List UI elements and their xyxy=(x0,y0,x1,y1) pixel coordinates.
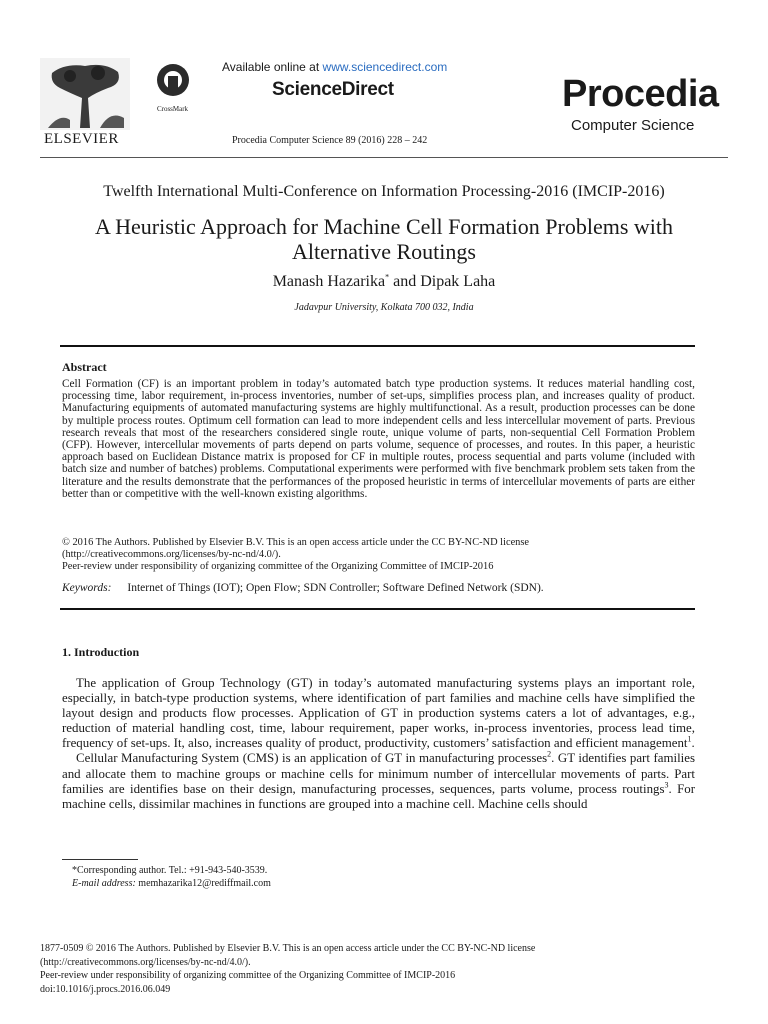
crossmark-label: CrossMark xyxy=(156,105,189,113)
journal-citation: Procedia Computer Science 89 (2016) 228 – 242 xyxy=(232,135,428,146)
abstract-bottom-rule xyxy=(60,608,695,610)
abstract-heading: Abstract xyxy=(62,360,107,374)
section-heading-introduction: 1. Introduction xyxy=(62,645,140,659)
footnote: *Corresponding author. Tel.: +91-943-540-3539. E-mail address: memhazarika12@rediffmail.com xyxy=(72,865,271,889)
keywords: Keywords: Internet of Things (IOT); Open Flow; SDN Controller; Software Defined Network (SDN). xyxy=(62,582,544,594)
page-footer: 1877-0509 © 2016 The Authors. Published by Elsevier B.V. This is an open access article under the CC BY-NC-ND license (http://creativecommons.org/licenses/by-nc-nd/4.0/). Peer-review under responsibility of organizing committee of the Organizing Committee of IMCIP-2016 doi:10.1016/j.procs.2016.06.049 xyxy=(40,942,720,996)
affiliation: Jadavpur University, Kolkata 700 032, India xyxy=(294,302,474,313)
doi[interactable]: doi:10.1016/j.procs.2016.06.049 xyxy=(40,983,171,995)
elsevier-wordmark: ELSEVIER xyxy=(44,131,119,147)
available-online: Available online at www.sciencedirect.com xyxy=(222,60,448,74)
footnote-rule xyxy=(62,859,138,860)
footer-license-link[interactable]: (http://creativecommons.org/licenses/by-nc-nd/4.0/). xyxy=(40,956,251,968)
intro-paragraph-2: Cellular Manufacturing System (CMS) is an application of GT in manufacturing processes$^2$. GT identifies part families and allocate them to machine groups or machine cells for minimum number of intercellular movements of parts. Part families are identifies base on their design, manufacturing processes, sequences, parts volume, process routings$^3$. For machine cells, dissimilar machines in functions are grouped into a machine cell. Machine cells should xyxy=(62,750,695,811)
procedia-subtitle: Computer Science xyxy=(571,117,695,134)
abstract-text: Cell Formation (CF) is an important problem in today’s automated batch type production systems. It reduces material handling cost, processing time, labor requirement, in-process inventories, number of set-ups, simplifies process plan, and increases quality of product. Manufacturing equipments of automated manufacturing systems are highly multifunctional. As a result, production processes can be done by multiple process routes. Optimum cell formation can lead to more independent cells and less intercellular movement of parts. Previous research reveals that most of the researchers considered single route, unique volume of parts, non-sequential Cell Formation Problem (CFP). However, intercellular movements of parts depend on parts volume, sequence of processes, and routes. In this paper, a heuristic approach based on Euclidean Distance matrix is proposed for CF in multiple routes, process sequential and parts volume (included with batch size and number of batches) problems. Computational experiments were performed with five benchmark problem sets taken from the literature and the results demonstrate that the performances of the proposed heuristic in terms of intercellular movements of parts are either better than or competitive with the well-known existing algorithms. xyxy=(62,378,695,500)
sciencedirect-logo: ScienceDirect xyxy=(272,79,394,100)
authors: Manash Hazarika* and Dipak Laha xyxy=(272,272,496,290)
license-link[interactable]: (http://creativecommons.org/licenses/by-nc-nd/4.0/). xyxy=(62,548,281,560)
sciencedirect-link[interactable]: www.sciencedirect.com xyxy=(322,60,448,74)
conference-name: Twelfth International Multi-Conference on Information Processing-2016 (IMCIP-2016) xyxy=(103,183,665,200)
abstract-copyright: © 2016 The Authors. Published by Elsevier B.V. This is an open access article under the CC BY-NC-ND license (http://creativecommons.org/licenses/by-nc-nd/4.0/). Peer-review under responsibility of organizing committee of the Organizing Committee of IMCIP-2016 xyxy=(62,537,695,572)
author-email[interactable]: memhazarika12@rediffmail.com xyxy=(135,878,271,889)
introduction-body xyxy=(62,676,695,812)
paper-title: A Heuristic Approach for Machine Cell Formation Problems with Alternative Routings xyxy=(94,214,673,264)
procedia-logo: Procedia xyxy=(562,73,719,115)
intro-paragraph-1: The application of Group Technology (GT) in today’s automated manufacturing systems plays an important role, especially, in batch-type production systems, where identification of part families and machine cells have simplified the layout design and products flow processes. Application of GT in production systems caters a lot of advantages, e.g., reduction of material handling cost, time, labour requirement, paper works, in-process inventories, process lead time, frequency of set-ups. It, also, increases quality of product, productivity, customers’ satisfaction and efficient management$^1$. xyxy=(62,676,695,751)
crossmark-badge[interactable] xyxy=(150,62,195,113)
crossmark-icon xyxy=(155,62,191,98)
header-divider xyxy=(40,157,728,158)
abstract-top-rule xyxy=(60,345,695,347)
